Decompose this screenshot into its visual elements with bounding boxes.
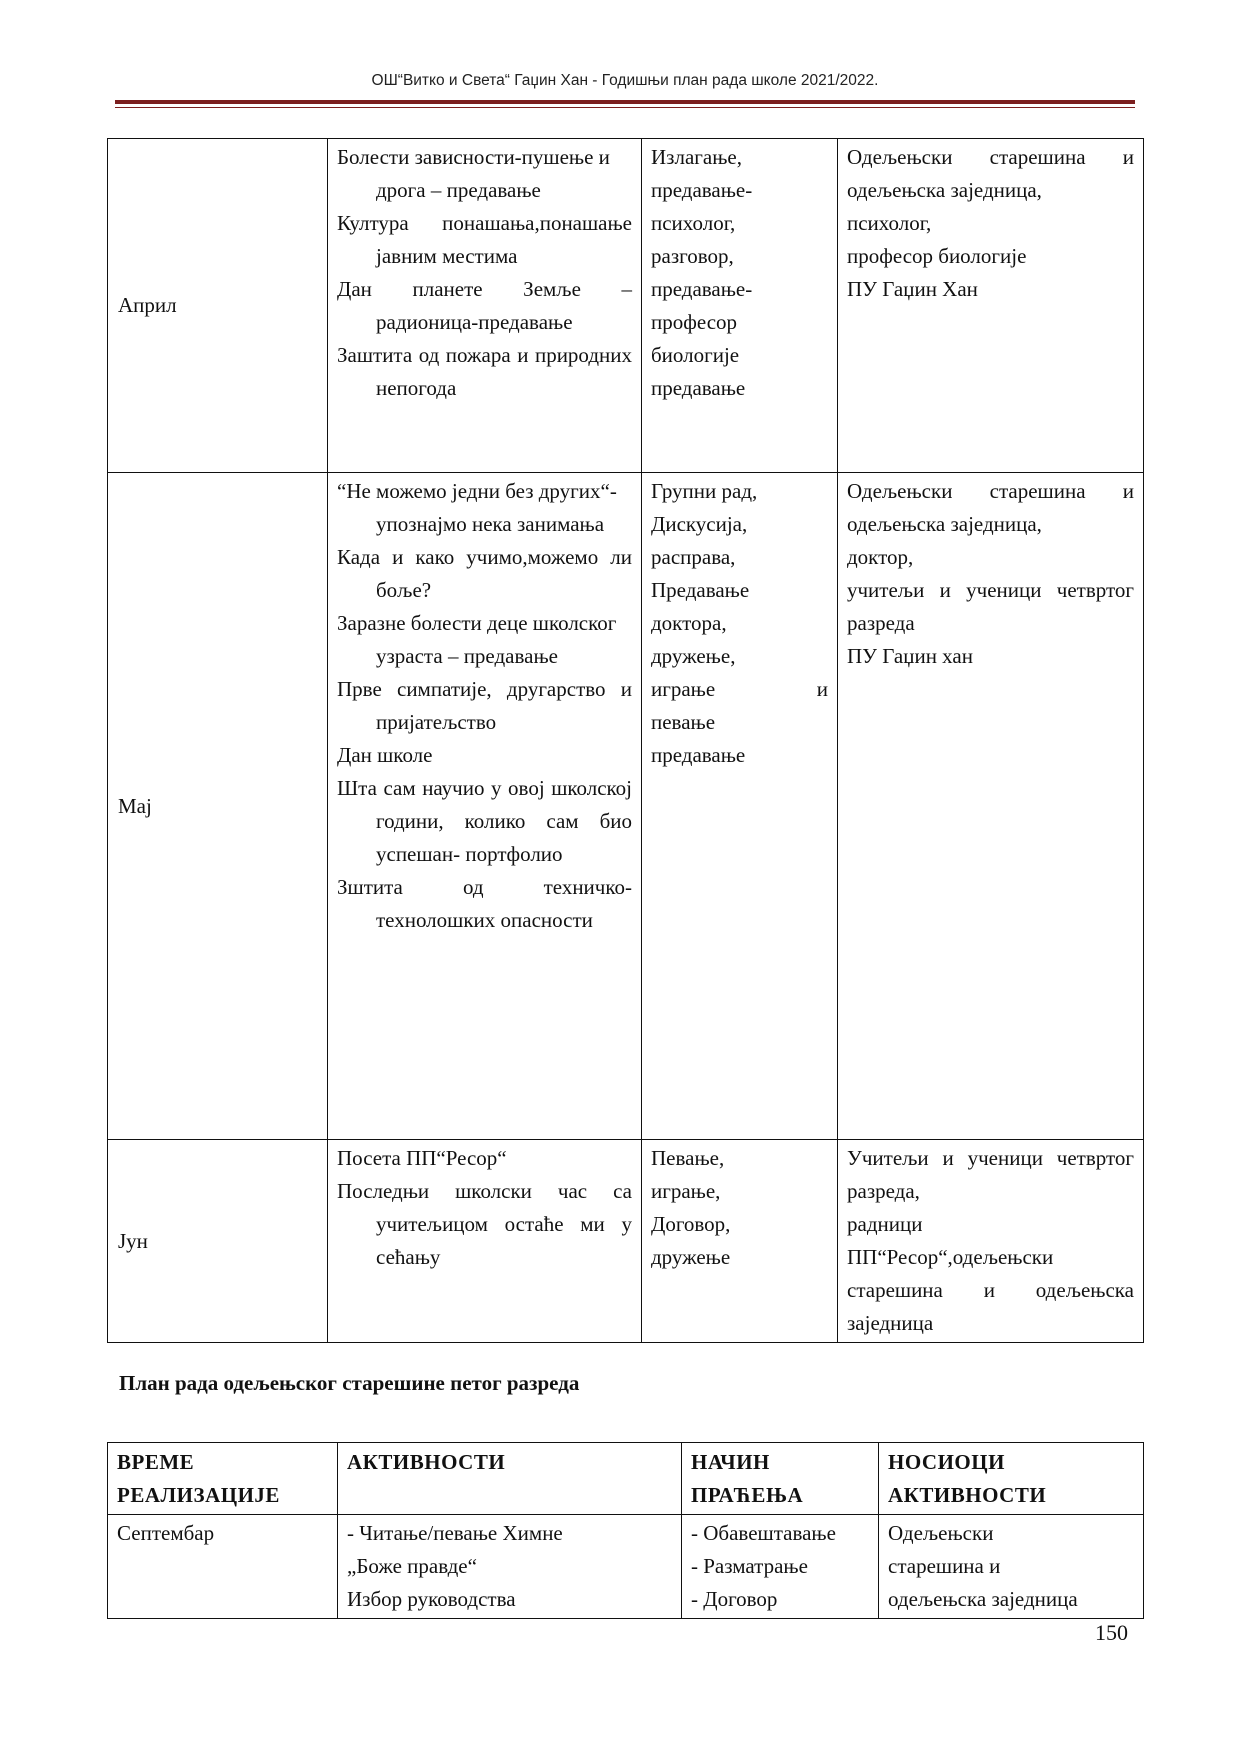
method-line: Излагање, bbox=[651, 145, 742, 169]
page-number: 150 bbox=[1095, 1620, 1128, 1645]
header-rule-thin bbox=[115, 107, 1135, 108]
activity-item: Дан планете Земље – радионица-предавање bbox=[337, 277, 632, 334]
method-cell bbox=[642, 473, 838, 1140]
method-line: биологије bbox=[651, 343, 740, 367]
carrier-item: Одељењски старешина и одељењска заједница, bbox=[847, 145, 1134, 202]
activity-item: Прве симпатије, другарство и пријатељство bbox=[337, 677, 632, 734]
carrier-item: учитељи и ученици четвртог разреда bbox=[847, 578, 1134, 635]
carriers-cell bbox=[879, 1515, 1144, 1619]
carrier-line: радници bbox=[847, 1212, 923, 1236]
carrier-line: ПУ Гаџин Хан bbox=[847, 277, 978, 301]
activities-cell bbox=[338, 1515, 682, 1619]
carrier-line: психолог, bbox=[847, 211, 932, 235]
method-line: предавање bbox=[651, 376, 746, 400]
carriers-cell bbox=[838, 139, 1144, 473]
month-cell: Мај bbox=[108, 473, 328, 1140]
carrier-line: ПУ Гаџин хан bbox=[847, 644, 973, 668]
table-row bbox=[108, 473, 1144, 1140]
activity-item: Последњи школски час са учитељицом остаће ми у сећању bbox=[337, 1179, 632, 1269]
carrier-line: старешина и bbox=[888, 1554, 1001, 1578]
carriers-cell bbox=[838, 1140, 1144, 1343]
section-title: План рада одељењског старешине петог разреда bbox=[119, 1371, 580, 1395]
activity-line: Избор руководства bbox=[347, 1587, 516, 1611]
activity-item: Посета ПП“Ресор“ bbox=[337, 1146, 507, 1170]
page-header: ОШ“Витко и Света“ Гаџин Хан - Годишњи план рада школе 2021/2022. bbox=[371, 72, 879, 89]
column-header: ВРЕМЕ РЕАЛИЗАЦИЈЕ bbox=[108, 1443, 338, 1515]
activity-item: Култура понашања,понашање јавним местима bbox=[337, 211, 632, 268]
table-header-row bbox=[108, 1443, 1144, 1515]
method-line: предавање- bbox=[651, 178, 753, 202]
activity-item: Заразне болести деце школског bbox=[337, 611, 617, 635]
activity-item: “Не можемо једни без других“- bbox=[337, 479, 617, 503]
table-row bbox=[108, 1140, 1144, 1343]
method-line: певање bbox=[651, 710, 716, 734]
month-cell: Јун bbox=[108, 1140, 328, 1343]
method-line: Певање, bbox=[651, 1146, 725, 1170]
activities-cell bbox=[328, 473, 642, 1140]
carrier-line: доктор, bbox=[847, 545, 914, 569]
activities-cell bbox=[328, 139, 642, 473]
column-header: НАЧИН ПРАЋЕЊА bbox=[682, 1443, 879, 1515]
method-cell bbox=[642, 1140, 838, 1343]
carrier-item: Учитељи и ученици четвртог разреда, bbox=[847, 1146, 1134, 1203]
activity-item: Када и како учимо,можемо ли боље? bbox=[337, 545, 632, 602]
carrier-line: одељењска заједница bbox=[888, 1587, 1078, 1611]
month-cell: Април bbox=[108, 139, 328, 473]
activity-item: Зштита од техничко-технолошких опасности bbox=[337, 875, 632, 932]
method-line: психолог, bbox=[651, 211, 736, 235]
activity-item: Дан школе bbox=[337, 743, 433, 767]
method-line: - Разматрање bbox=[691, 1554, 808, 1578]
column-header: НОСИОЦИ АКТИВНОСТИ bbox=[879, 1443, 1144, 1515]
method-line: доктора, bbox=[651, 611, 727, 635]
method-line: играње и bbox=[651, 677, 828, 701]
method-cell bbox=[642, 139, 838, 473]
method-line: Предавање bbox=[651, 578, 750, 602]
method-line: професор bbox=[651, 310, 738, 334]
method-line: предавање- bbox=[651, 277, 753, 301]
method-line: расправа, bbox=[651, 545, 736, 569]
table-row bbox=[108, 1515, 1144, 1619]
plan-table-fourth-grade bbox=[107, 138, 1144, 1343]
column-header: АКТИВНОСТИ bbox=[338, 1443, 682, 1515]
activity-item: Заштита од пожара и природних непогода bbox=[337, 343, 632, 400]
carrier-line: професор биологије bbox=[847, 244, 1027, 268]
carrier-item: ПП“Ресор“,одељењски старешина и одељењска заједница bbox=[847, 1245, 1134, 1335]
activity-item: Шта сам научио у овој школској години, колико сам био успешан- портфолио bbox=[337, 776, 632, 866]
plan-table-fifth-grade bbox=[107, 1442, 1144, 1619]
activities-cell bbox=[328, 1140, 642, 1343]
method-line: Договор, bbox=[651, 1212, 731, 1236]
activity-line: - Читање/певање Химне bbox=[347, 1521, 563, 1545]
method-line: предавање bbox=[651, 743, 746, 767]
carrier-item: Одељењски старешина и одељењска заједница, bbox=[847, 479, 1134, 536]
method-line: - Обавештавање bbox=[691, 1521, 836, 1545]
activity-item: дрога – предавање bbox=[376, 178, 541, 202]
activity-item: упознајмо нека занимања bbox=[376, 512, 605, 536]
method-line: дружење, bbox=[651, 644, 736, 668]
time-cell: Септембар bbox=[108, 1515, 338, 1619]
method-line: играње, bbox=[651, 1179, 721, 1203]
activity-line: „Боже правде“ bbox=[347, 1554, 477, 1578]
method-line: Дискусија, bbox=[651, 512, 748, 536]
activity-item: Болести зависности-пушење и bbox=[337, 145, 610, 169]
method-line: Групни рад, bbox=[651, 479, 758, 503]
carrier-line: Одељењски bbox=[888, 1521, 994, 1545]
table-row bbox=[108, 139, 1144, 473]
method-line: дружење bbox=[651, 1245, 731, 1269]
carriers-cell bbox=[838, 473, 1144, 1140]
method-cell bbox=[682, 1515, 879, 1619]
activity-item: узраста – предавање bbox=[376, 644, 558, 668]
method-line: - Договор bbox=[691, 1587, 778, 1611]
method-line: разговор, bbox=[651, 244, 734, 268]
header-rule bbox=[115, 100, 1135, 104]
